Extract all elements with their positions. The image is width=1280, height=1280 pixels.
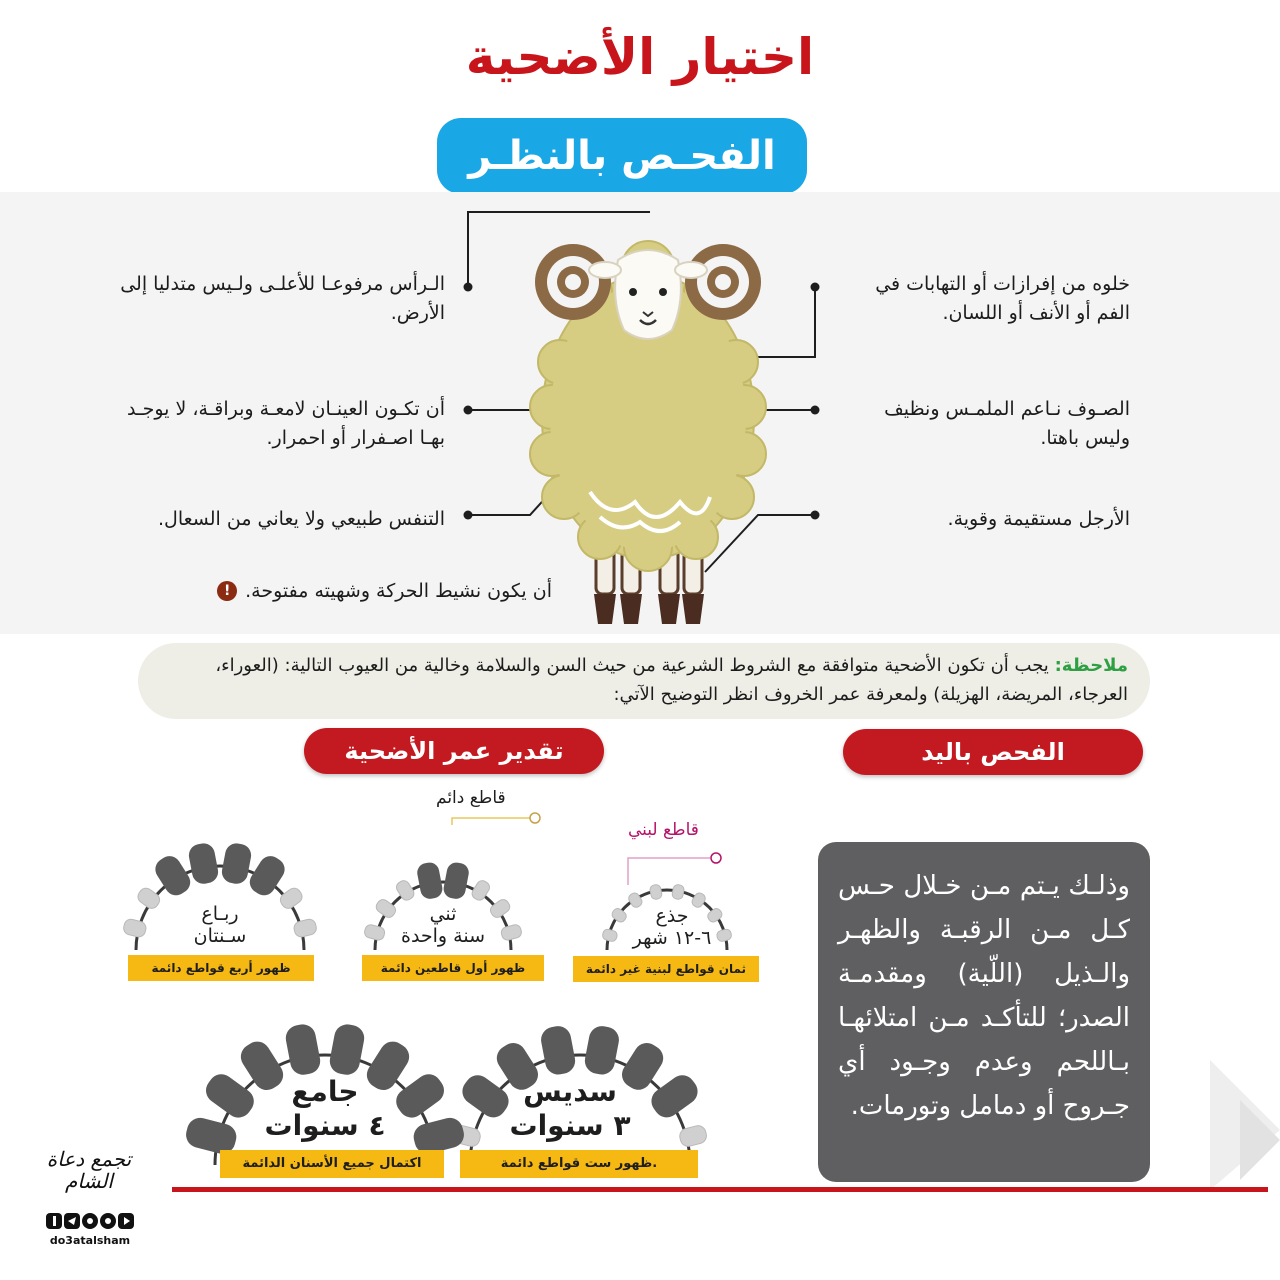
feature-wool: الصـوف نـاعم الملمـس ونظيف وليس باهتا.	[884, 398, 1130, 449]
decorative-triangles	[1150, 1030, 1280, 1190]
social-icons	[44, 1212, 134, 1230]
tooth-jama	[328, 1022, 367, 1077]
tooth-jadha	[649, 884, 662, 900]
tooth-thani	[416, 861, 444, 900]
tooth-jadha	[671, 884, 684, 900]
age-thani-name: ثني	[429, 903, 457, 925]
tooth-thani	[500, 924, 522, 942]
pointer-permanent	[452, 818, 530, 825]
note-text: يجب أن تكون الأضحية متوافقة مع الشروط الشرعية من حيث السن والسلامة وخالية من العيوب التالية: (العوراء، العرجاء، المريضة، الهزيلة) ولمعرفة عمر الخروف انظر التوضيح الآتي:	[215, 655, 1128, 705]
tooth-rabaa	[220, 842, 253, 886]
caption-thani: ظهور أول قاطعين دائمة	[362, 955, 544, 981]
pointer-dot-milk	[711, 853, 721, 863]
tooth-rabaa	[278, 886, 305, 912]
tooth-rabaa	[187, 842, 220, 886]
age-jadha-period: ٦-١٢ شهر	[632, 927, 712, 949]
feature-legs: الأرجل مستقيمة وقوية.	[947, 508, 1130, 530]
activity-tip	[112, 580, 552, 602]
logo-calligraphy: تجمع دعاة الشام	[46, 1147, 132, 1193]
caption-jadha: ثمان قواطع لبنية غير دائمة	[573, 956, 759, 982]
tooth-sadis	[539, 1024, 577, 1077]
section-age-estimate: تقدير عمر الأضحية	[304, 728, 604, 774]
tooth-rabaa	[122, 918, 147, 939]
tooth-sadis	[583, 1024, 621, 1077]
age-jama-name: جامع	[291, 1075, 359, 1108]
feature-eyes: أن تكـون العينـان لامعـة وبراقـة، لا يوجـد بهـا اصـفرار أو احمرار.	[127, 398, 445, 449]
pointer-dot-permanent	[530, 813, 540, 823]
subtitle-pill: الفحـص بالنظـر	[437, 118, 807, 194]
age-sadis-period: ٣ سنوات	[509, 1109, 631, 1142]
age-rabaa-period: سـنتان	[193, 925, 247, 947]
tooth-rabaa	[135, 886, 162, 912]
feature-mouth-nose: خلوه من إفرازات أو التهابات في الفم أو الأنف أو اللسان.	[875, 273, 1130, 324]
label-permanent-incisor: قاطع دائم	[436, 788, 506, 808]
label-milk-incisor: قاطع لبني	[628, 820, 699, 840]
page-title: اختيار الأضحية	[465, 28, 815, 86]
feature-breathing: التنفس طبيعي ولا يعاني من السعال.	[158, 508, 445, 530]
tooth-rabaa	[293, 918, 318, 939]
feature-head: الـرأس مرفوعـا للأعلـى ولـيس متدليا إلى الأرض.	[120, 273, 445, 324]
tooth-jama	[284, 1022, 323, 1077]
note-label: ملاحظة:	[1054, 655, 1128, 676]
note-box	[138, 643, 1150, 719]
age-jama-period: ٤ سنوات	[264, 1109, 386, 1142]
caption-jama: اكتمال جميع الأسنان الدائمة	[220, 1150, 444, 1178]
pointer-milk	[628, 858, 710, 885]
age-jadha-name: جذع	[655, 905, 689, 927]
age-sadis-name: سديس	[523, 1075, 617, 1108]
age-rabaa-name: ربـاع	[201, 903, 239, 925]
age-thani-period: سنة واحدة	[400, 925, 485, 947]
caption-sadis: ظهور ست قواطع دائمة.	[460, 1150, 698, 1178]
logo-handle: do3atalsham	[49, 1234, 131, 1247]
footer-divider	[172, 1187, 1268, 1192]
section-hand-exam: الفحص باليد	[843, 729, 1143, 775]
tooth-sadis	[646, 1070, 702, 1122]
hand-exam-box: وذلـك يـتم مـن خـلال حـس كـل مـن الرقبـة والظهـر والـذيل (اللّية) ومقدمـة الصدر؛ للتأكـد مـن امتلائهـا بـاللحم وعدم وجـود أي جـروح أو دمامل وتورمات.	[818, 842, 1150, 1182]
exclamation-icon: !	[217, 581, 237, 601]
tooth-thani	[442, 861, 470, 900]
caption-rabaa: ظهور أربع قواطع دائمة	[128, 955, 314, 981]
activity-tip-text: أن يكون نشيط الحركة وشهيته مفتوحة.	[245, 580, 552, 602]
